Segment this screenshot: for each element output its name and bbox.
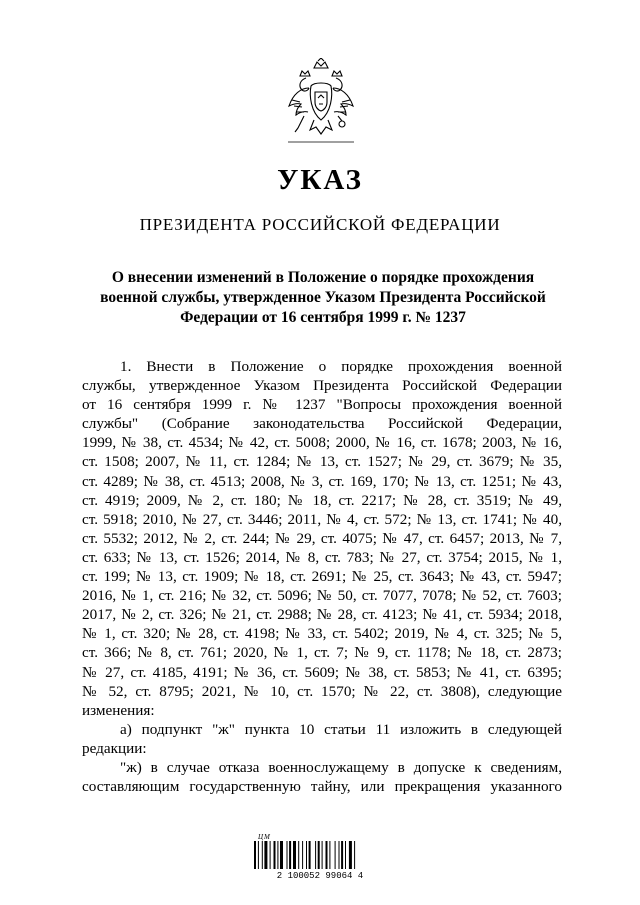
- barcode-bar: [345, 841, 346, 869]
- barcode-bar: [274, 841, 276, 869]
- body-line: от 16 сентября 1999 г. № 1237 "Вопросы прохождения военной: [82, 396, 562, 414]
- barcode-bar: [329, 841, 330, 869]
- heading-line: Федерации от 16 сентября 1999 г. № 1237: [180, 309, 466, 326]
- barcode-bar: [280, 841, 283, 869]
- barcode-bar: [277, 841, 278, 869]
- barcode-icon: [252, 841, 388, 869]
- barcode-bar: [270, 841, 271, 869]
- body-line: 1999, № 38, ст. 4534; № 42, ст. 5008; 2000, № 16, ст. 1678; 2003, № 16,: [82, 434, 562, 452]
- body-line: ст. 5918; 2010, № 27, ст. 3446; 2011, № 4, ст. 572; № 13, ст. 1741; № 40,: [82, 510, 562, 528]
- barcode-bar: [302, 841, 303, 869]
- body-line: № 52, ст. 8795; 2021, № 10, ст. 1570; № 22, ст. 3808), следующие: [82, 682, 562, 700]
- coat-of-arms-emblem: [284, 58, 358, 144]
- body-line: "ж) в случае отказа военнослужащему в допуске к сведениям,: [120, 758, 562, 776]
- barcode-bar: [262, 841, 263, 869]
- barcode-bar: [349, 841, 352, 869]
- body-line: службы" (Собрание законодательства Российской Федерации,: [82, 415, 562, 433]
- body-line: ст. 5532; 2012, № 2, ст. 244; № 29, ст. 4075; № 47, ст. 6457; 2013, № 7,: [82, 529, 562, 547]
- barcode-bar: [309, 841, 311, 869]
- barcode-bar: [322, 841, 323, 869]
- barcode-bar: [335, 841, 336, 869]
- body-line: № 1, ст. 320; № 28, ст. 4198; № 33, ст. 5402; 2019, № 4, ст. 325; № 5,: [82, 625, 562, 643]
- body-line: составляющим государственную тайну, или прекращения указанного: [82, 778, 562, 796]
- body-line: 2017, № 2, ст. 326; № 21, ст. 2988; № 28, ст. 4123; № 41, ст. 5934; 2018,: [82, 606, 562, 624]
- issuer-subtitle: ПРЕЗИДЕНТА РОССИЙСКОЙ ФЕДЕРАЦИИ: [139, 215, 501, 234]
- body-line: 2016, № 1, ст. 216; № 32, ст. 5096; № 50, ст. 7077, 7078; № 52, ст. 7603;: [82, 587, 562, 605]
- body-line: ст. 4289; № 38, ст. 4513; 2008, № 3, ст. 169, 170; № 13, ст. 1251; № 43,: [82, 472, 562, 490]
- barcode-bar: [264, 841, 267, 869]
- barcode-block: [252, 833, 388, 885]
- heading-line: О внесении изменений в Положение о порядке прохождения: [111, 269, 535, 286]
- barcode-bar: [254, 841, 256, 869]
- body-line: изменения:: [82, 701, 155, 719]
- body-line: 1. Внести в Положение о порядке прохождения военной: [120, 358, 562, 375]
- barcode-number: 2 100052 99064 4: [276, 871, 364, 881]
- barcode-bar: [287, 841, 288, 869]
- barcode-bar: [318, 841, 320, 869]
- barcode-bar: [354, 841, 355, 869]
- body-line: а) подпункт "ж" пункта 10 статьи 11 изложить в следующей: [120, 720, 562, 738]
- body-line: редакции:: [82, 739, 147, 757]
- barcode-bar: [289, 841, 291, 869]
- body-line: ст. 1508; 2007, № 11, ст. 1284; № 13, ст. 1527; № 29, ст. 3679; № 35,: [82, 453, 562, 471]
- heading-line: военной службы, утвержденное Указом Президента Российской: [100, 289, 546, 306]
- document-type-title: УКАЗ: [277, 164, 363, 196]
- barcode-bar: [306, 841, 307, 869]
- barcode-bar: [326, 841, 328, 869]
- body-line: № 27, ст. 4185, 4191; № 36, ст. 5609; № 38, ст. 5853; № 41, ст. 6395;: [82, 663, 562, 681]
- barcode-bar: [258, 841, 259, 869]
- barcode-bar: [339, 841, 340, 869]
- body-line: ст. 4919; 2009, № 2, ст. 180; № 18, ст. 2217; № 28, ст. 3519; № 49,: [82, 491, 562, 509]
- decree-body: [82, 357, 562, 796]
- body-line: ст. 633; № 13, ст. 1526; 2014, № 8, ст. 783; № 27, ст. 3754; 2015, № 1,: [82, 548, 562, 566]
- body-line: службы, утвержденное Указом Президента Российской Федерации: [82, 377, 562, 395]
- body-line: ст. 366; № 8, ст. 761; 2020, № 1, ст. 7; № 9, ст. 1178; № 18, ст. 2873;: [82, 644, 562, 662]
- decree-heading: [88, 268, 558, 328]
- barcode-bar: [315, 841, 316, 869]
- barcode-bar: [298, 841, 299, 869]
- barcode-mark: ЦМ: [258, 833, 271, 841]
- barcode-bar: [341, 841, 343, 869]
- body-line: ст. 199; № 13, ст. 1909; № 18, ст. 2691; № 25, ст. 3643; № 43, ст. 5947;: [82, 568, 562, 586]
- barcode-bar: [293, 841, 296, 869]
